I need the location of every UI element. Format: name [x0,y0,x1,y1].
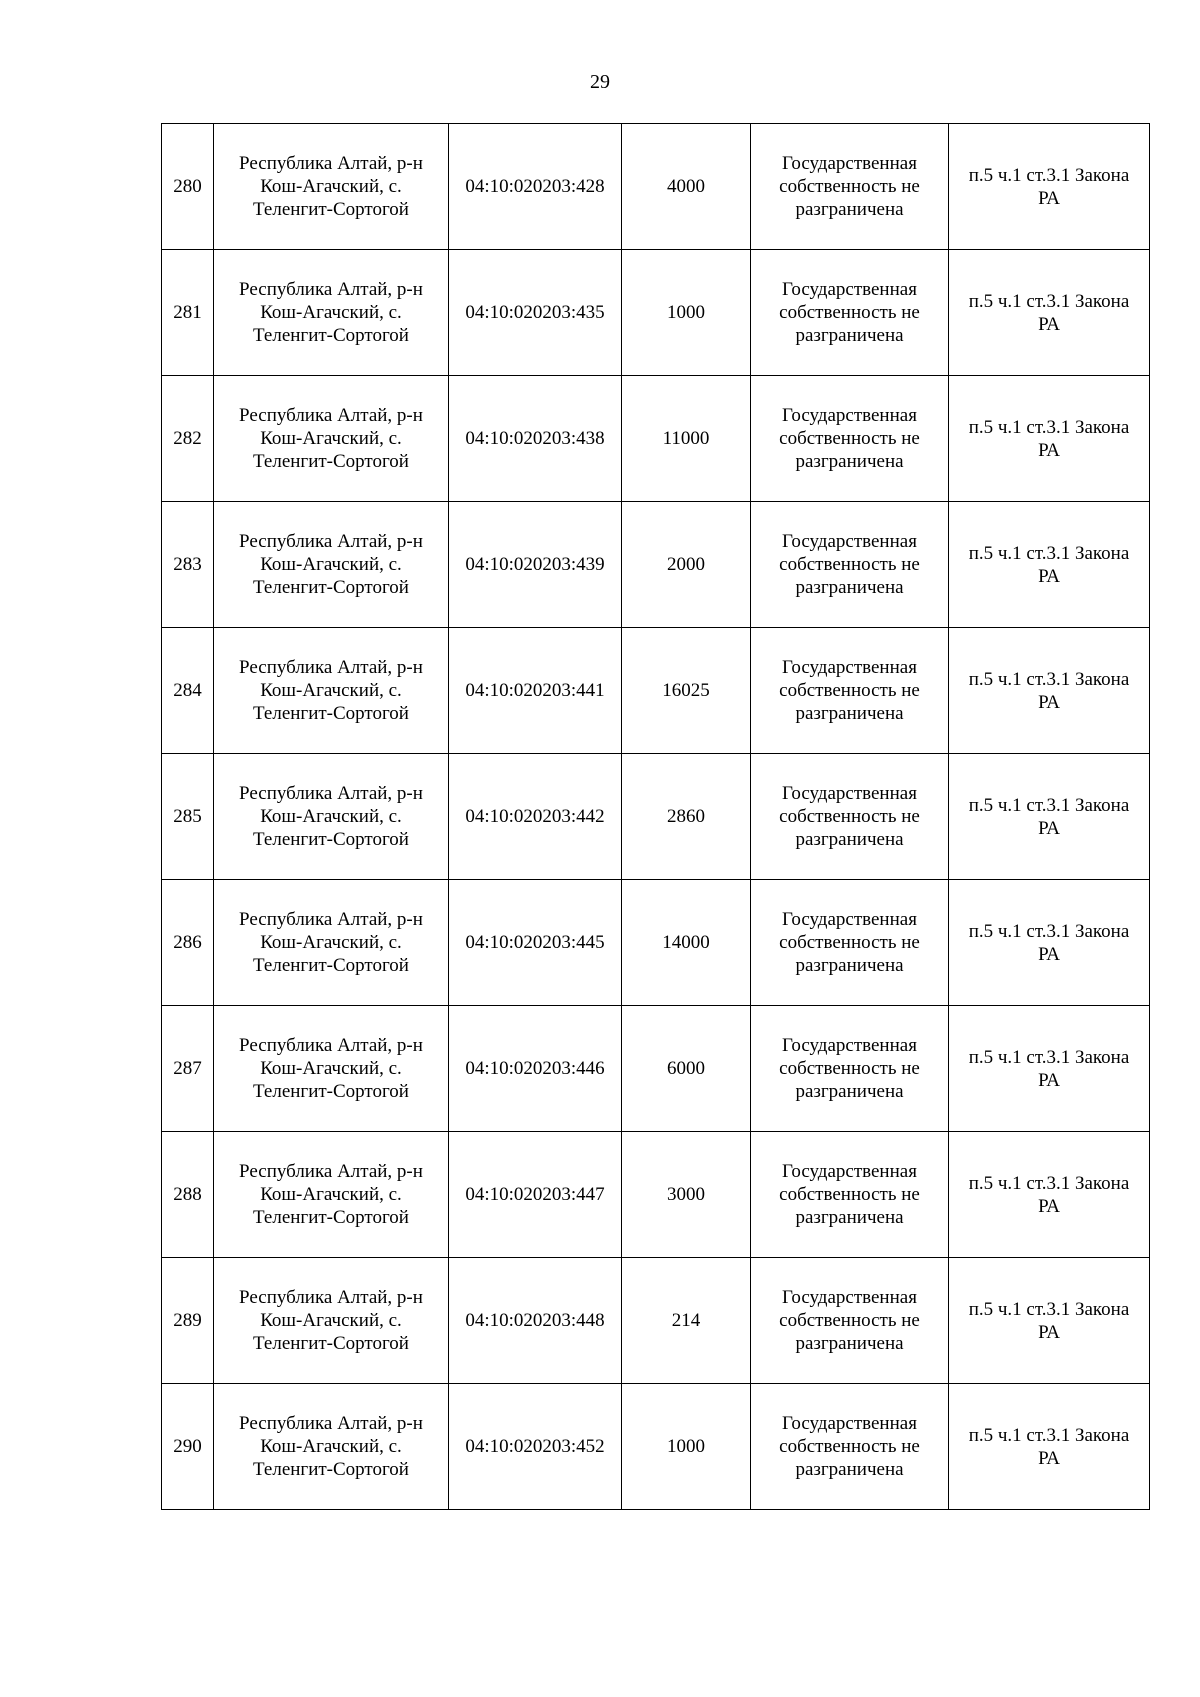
address-line: Республика Алтай, р-н [239,1287,423,1308]
table-body [162,124,1150,1510]
law-reference-cell [949,1258,1150,1384]
row-number-cell: 285 [162,754,214,880]
law-reference-cell [949,502,1150,628]
cadastral-number-cell: 04:10:020203:438 [449,376,622,502]
law-reference-cell [949,1006,1150,1132]
table-row [162,1384,1150,1510]
address-line: Кош-Агачский, с. [260,1058,402,1079]
table-row [162,1258,1150,1384]
address-line: Кош-Агачский, с. [260,554,402,575]
area-cell: 2000 [622,502,751,628]
ownership-line: разграничена [795,1333,904,1354]
row-number-cell: 286 [162,880,214,1006]
cadastral-number-cell: 04:10:020203:435 [449,250,622,376]
ownership-line: собственность не [779,680,920,701]
law-line: п.5 ч.1 ст.3.1 Закона [968,416,1130,438]
address-cell [214,1006,449,1132]
ownership-line: разграничена [795,1207,904,1228]
address-line: Теленгит-Сортогой [253,1459,409,1480]
ownership-line: разграничена [795,577,904,598]
area-cell: 3000 [622,1132,751,1258]
row-number-cell: 281 [162,250,214,376]
address-line: Республика Алтай, р-н [239,405,423,426]
ownership-cell [751,1258,949,1384]
address-cell [214,754,449,880]
ownership-cell [751,754,949,880]
ownership-line: разграничена [795,1081,904,1102]
address-line: Кош-Агачский, с. [260,302,402,323]
ownership-line: разграничена [795,325,904,346]
table-row [162,754,1150,880]
address-line: Кош-Агачский, с. [260,176,402,197]
area-cell: 4000 [622,124,751,250]
address-line: Кош-Агачский, с. [260,806,402,827]
cadastral-number-cell: 04:10:020203:428 [449,124,622,250]
address-cell [214,124,449,250]
ownership-cell [751,880,949,1006]
address-line: Кош-Агачский, с. [260,1436,402,1457]
ownership-line: Государственная [782,531,917,552]
area-cell: 16025 [622,628,751,754]
address-line: Теленгит-Сортогой [253,577,409,598]
ownership-line: Государственная [782,153,917,174]
law-line: п.5 ч.1 ст.3.1 Закона [968,1046,1130,1068]
row-number-cell: 283 [162,502,214,628]
law-reference-cell [949,754,1150,880]
ownership-line: Государственная [782,783,917,804]
ownership-cell [751,1132,949,1258]
ownership-line: Государственная [782,1161,917,1182]
address-line: Республика Алтай, р-н [239,1161,423,1182]
cadastral-number-cell: 04:10:020203:446 [449,1006,622,1132]
ownership-line: собственность не [779,176,920,197]
row-number-cell: 284 [162,628,214,754]
address-line: Теленгит-Сортогой [253,451,409,472]
cadastral-number-cell: 04:10:020203:441 [449,628,622,754]
law-line: РА [1038,1447,1060,1469]
ownership-line: собственность не [779,1058,920,1079]
address-cell [214,880,449,1006]
law-line: п.5 ч.1 ст.3.1 Закона [968,668,1130,690]
law-line: п.5 ч.1 ст.3.1 Закона [968,1298,1130,1320]
address-line: Республика Алтай, р-н [239,909,423,930]
address-cell [214,250,449,376]
ownership-cell [751,1384,949,1510]
ownership-line: собственность не [779,1436,920,1457]
area-cell: 14000 [622,880,751,1006]
address-line: Республика Алтай, р-н [239,153,423,174]
ownership-cell [751,1006,949,1132]
ownership-cell [751,376,949,502]
ownership-line: собственность не [779,1184,920,1205]
address-cell [214,1132,449,1258]
area-cell: 1000 [622,250,751,376]
land-plots-table [161,123,1150,1510]
page-number: 29 [590,71,610,93]
law-reference-cell [949,376,1150,502]
row-number-cell: 287 [162,1006,214,1132]
address-line: Теленгит-Сортогой [253,1333,409,1354]
row-number-cell: 282 [162,376,214,502]
row-number-cell: 289 [162,1258,214,1384]
row-number-cell: 280 [162,124,214,250]
law-reference-cell [949,250,1150,376]
ownership-cell [751,502,949,628]
address-line: Теленгит-Сортогой [253,1081,409,1102]
ownership-line: собственность не [779,806,920,827]
address-line: Кош-Агачский, с. [260,680,402,701]
ownership-cell [751,628,949,754]
address-cell [214,376,449,502]
area-cell: 11000 [622,376,751,502]
cadastral-number-cell: 04:10:020203:439 [449,502,622,628]
address-line: Республика Алтай, р-н [239,279,423,300]
table-row [162,880,1150,1006]
address-line: Теленгит-Сортогой [253,703,409,724]
law-line: РА [1038,943,1060,965]
cadastral-number-cell: 04:10:020203:442 [449,754,622,880]
address-line: Республика Алтай, р-н [239,531,423,552]
law-line: РА [1038,313,1060,335]
cadastral-number-cell: 04:10:020203:447 [449,1132,622,1258]
address-line: Кош-Агачский, с. [260,932,402,953]
law-line: п.5 ч.1 ст.3.1 Закона [968,542,1130,564]
law-line: РА [1038,439,1060,461]
address-line: Кош-Агачский, с. [260,1184,402,1205]
table-row [162,628,1150,754]
ownership-line: собственность не [779,554,920,575]
address-cell [214,1258,449,1384]
address-line: Теленгит-Сортогой [253,325,409,346]
law-line: РА [1038,817,1060,839]
address-line: Республика Алтай, р-н [239,1413,423,1434]
area-cell: 214 [622,1258,751,1384]
table-row [162,376,1150,502]
table-row [162,1132,1150,1258]
ownership-line: разграничена [795,1459,904,1480]
cadastral-number-cell: 04:10:020203:452 [449,1384,622,1510]
law-reference-cell [949,880,1150,1006]
ownership-line: собственность не [779,1310,920,1331]
ownership-line: Государственная [782,405,917,426]
law-line: п.5 ч.1 ст.3.1 Закона [968,1424,1130,1446]
ownership-line: собственность не [779,932,920,953]
row-number-cell: 290 [162,1384,214,1510]
address-cell [214,1384,449,1510]
ownership-line: разграничена [795,703,904,724]
law-reference-cell [949,1384,1150,1510]
address-line: Республика Алтай, р-н [239,1035,423,1056]
law-line: РА [1038,1321,1060,1343]
law-reference-cell [949,1132,1150,1258]
address-line: Республика Алтай, р-н [239,783,423,804]
law-line: п.5 ч.1 ст.3.1 Закона [968,290,1130,312]
law-line: п.5 ч.1 ст.3.1 Закона [968,920,1130,942]
ownership-line: разграничена [795,829,904,850]
law-line: п.5 ч.1 ст.3.1 Закона [968,164,1130,186]
ownership-line: разграничена [795,199,904,220]
ownership-line: собственность не [779,302,920,323]
ownership-cell [751,250,949,376]
address-line: Теленгит-Сортогой [253,1207,409,1228]
law-line: п.5 ч.1 ст.3.1 Закона [968,794,1130,816]
law-line: РА [1038,1195,1060,1217]
area-cell: 2860 [622,754,751,880]
ownership-line: Государственная [782,1413,917,1434]
cadastral-number-cell: 04:10:020203:448 [449,1258,622,1384]
ownership-line: Государственная [782,657,917,678]
address-line: Кош-Агачский, с. [260,1310,402,1331]
ownership-line: Государственная [782,279,917,300]
address-cell [214,628,449,754]
law-reference-cell [949,124,1150,250]
ownership-line: Государственная [782,1287,917,1308]
law-line: РА [1038,187,1060,209]
law-line: РА [1038,565,1060,587]
ownership-line: разграничена [795,955,904,976]
table-row [162,1006,1150,1132]
ownership-line: собственность не [779,428,920,449]
ownership-line: разграничена [795,451,904,472]
table-row [162,124,1150,250]
address-line: Республика Алтай, р-н [239,657,423,678]
address-line: Теленгит-Сортогой [253,829,409,850]
address-cell [214,502,449,628]
ownership-line: Государственная [782,1035,917,1056]
ownership-cell [751,124,949,250]
area-cell: 1000 [622,1384,751,1510]
area-cell: 6000 [622,1006,751,1132]
table-row [162,502,1150,628]
law-reference-cell [949,628,1150,754]
law-line: п.5 ч.1 ст.3.1 Закона [968,1172,1130,1194]
address-line: Кош-Агачский, с. [260,428,402,449]
ownership-line: Государственная [782,909,917,930]
cadastral-number-cell: 04:10:020203:445 [449,880,622,1006]
address-line: Теленгит-Сортогой [253,199,409,220]
row-number-cell: 288 [162,1132,214,1258]
law-line: РА [1038,691,1060,713]
table-row [162,250,1150,376]
address-line: Теленгит-Сортогой [253,955,409,976]
law-line: РА [1038,1069,1060,1091]
